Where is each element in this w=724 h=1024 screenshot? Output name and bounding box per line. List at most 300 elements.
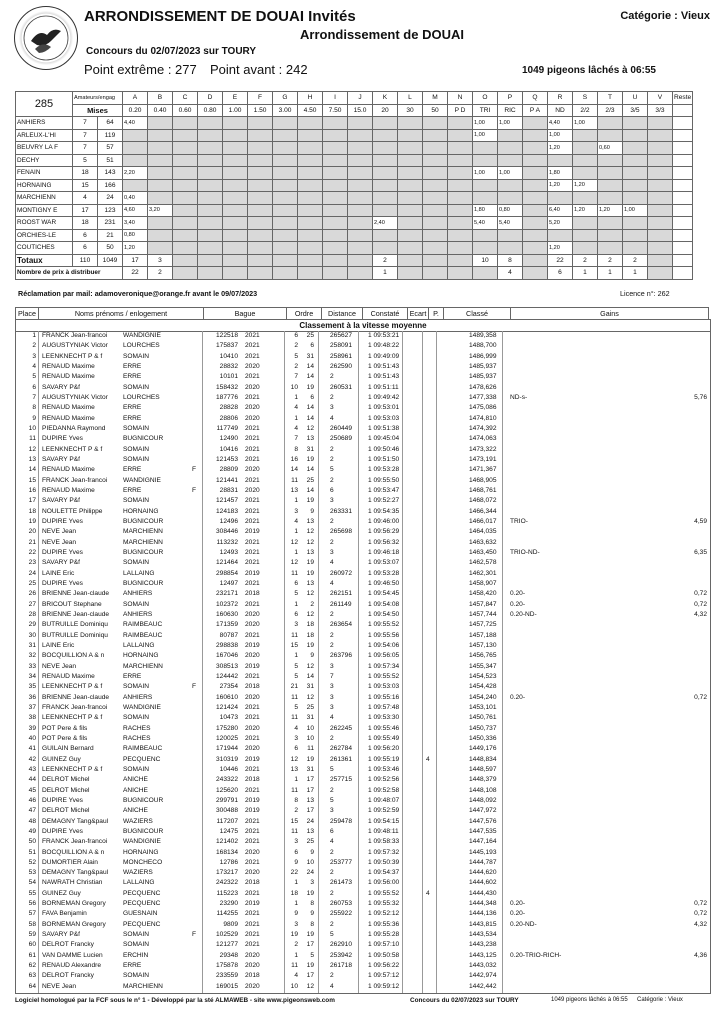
arrival-time: 1 09:54:37	[368, 869, 400, 877]
speed: 1466,344	[469, 507, 497, 515]
order: 1	[294, 600, 298, 608]
result-row	[16, 900, 710, 909]
place: 14	[28, 466, 36, 474]
order: 11	[291, 693, 298, 701]
stake-cell: 3,20	[148, 204, 173, 217]
order: 4	[294, 724, 298, 732]
place: 21	[28, 538, 36, 546]
prizes-cell: 6	[548, 267, 573, 280]
distance: 3	[330, 404, 334, 412]
stake-cell: 1,20	[548, 242, 573, 255]
speed: 1450,737	[469, 724, 497, 732]
stake-cell	[398, 154, 423, 167]
town: SOMAIN	[123, 941, 150, 949]
town: ERRE	[123, 414, 142, 422]
licence-number: Licence n°: 262	[620, 289, 670, 298]
ring-number: 308446	[215, 528, 238, 536]
stake-cell	[523, 142, 548, 155]
ring-number: 187776	[215, 393, 238, 401]
footer-contest: Concours du 02/07/2023 sur TOURY	[410, 997, 519, 1004]
member-name: DELROT Michel	[42, 807, 90, 815]
prize-code: 0.20-ND-	[510, 610, 537, 618]
place: 35	[28, 683, 36, 691]
stake-cell: 1,20	[598, 204, 623, 217]
stake-cell	[423, 142, 448, 155]
member-name: BOCQUILLION A & n	[42, 848, 105, 856]
result-row	[16, 549, 710, 558]
entries: 25	[306, 476, 314, 484]
speed: 1447,535	[469, 827, 497, 835]
letter-P: P	[498, 92, 523, 105]
letter-E: E	[223, 92, 248, 105]
arrival-time: 1 09:55:28	[368, 931, 400, 939]
stake-cell	[473, 154, 498, 167]
stake-cell	[398, 217, 423, 230]
stake-cell: 4,40	[123, 117, 148, 130]
order: 18	[290, 889, 298, 897]
arrival-time: 1 09:56:00	[368, 879, 400, 887]
entries: 13	[306, 435, 314, 443]
entries: 18	[306, 631, 314, 639]
town: RAIMBEAUC	[123, 745, 163, 753]
arrival-time: 1 09:53:28	[368, 569, 400, 577]
member-name: DUPIRE Yves	[42, 517, 83, 525]
ring-year: 2021	[245, 517, 260, 525]
club-name: COUTICHES	[16, 242, 73, 255]
stake-cell	[523, 167, 548, 180]
club-row	[16, 204, 693, 217]
club-name: MARCHIENN	[16, 192, 73, 205]
club-amateurs: 7	[73, 142, 98, 155]
club-name: ANHIERS	[16, 117, 73, 130]
ring-year: 2021	[245, 672, 260, 680]
speed: 1448,597	[469, 765, 497, 773]
distance: 4	[330, 579, 334, 587]
stake-cell: 4,60	[123, 204, 148, 217]
letter-B: B	[148, 92, 173, 105]
prizes-label: Nombre de prix à distribuer	[16, 267, 123, 280]
stake-cell	[423, 192, 448, 205]
order: 13	[290, 486, 298, 494]
stake-cell	[573, 129, 598, 142]
speed: 1475,086	[469, 404, 497, 412]
ring-number: 298854	[215, 569, 238, 577]
stake-cell: 0,80	[123, 229, 148, 242]
totals-cell	[223, 254, 248, 267]
stake-cell	[173, 179, 198, 192]
distance: 260449	[330, 424, 353, 432]
ring-number: 12490	[219, 435, 238, 443]
entries: 12	[306, 538, 314, 546]
town: MARCHIENN	[123, 528, 163, 536]
member-name: POT Pere & fils	[42, 734, 88, 742]
arrival-time: 1 09:54:15	[368, 817, 400, 825]
gain: 5,76	[694, 393, 707, 401]
ring-year: 2021	[245, 765, 260, 773]
stake-cell	[273, 142, 298, 155]
letter-M: M	[423, 92, 448, 105]
member-name: DUPIRE Yves	[42, 579, 83, 587]
ring-year: 2018	[245, 972, 260, 980]
stake-cell	[123, 179, 148, 192]
place: 51	[28, 848, 36, 856]
order: 7	[294, 373, 298, 381]
point-extreme: Point extrême : 277	[84, 62, 197, 77]
ring-number: 28828	[219, 404, 238, 412]
results-body	[15, 331, 711, 994]
stake-cell	[498, 129, 523, 142]
place: 12	[28, 445, 36, 453]
stake-cell	[648, 217, 673, 230]
stake-cell	[473, 142, 498, 155]
stake-cell	[248, 229, 273, 242]
place: 15	[28, 476, 36, 484]
prize-code: TRIO-ND-	[510, 548, 540, 556]
arrival-time: 1 09:49:42	[368, 393, 400, 401]
letter-A: A	[123, 92, 148, 105]
ring-number: 308513	[215, 662, 238, 670]
member-name: BRIENNE Jean-claude	[42, 693, 110, 701]
club-name: ORCHIES-LE	[16, 229, 73, 242]
club-row	[16, 117, 693, 130]
ring-number: 10101	[219, 373, 238, 381]
entries: 25	[306, 703, 314, 711]
reclamation-note: Réclamation par mail: adamoveronique@orange.fr avant le 09/07/2023	[18, 289, 258, 298]
letter-I: I	[323, 92, 348, 105]
speed: 1462,578	[469, 559, 497, 567]
speed: 1486,999	[469, 352, 497, 360]
distance: 5	[330, 765, 334, 773]
arrival-time: 1 09:55:49	[368, 734, 400, 742]
totals-cell: 22	[548, 254, 573, 267]
entries: 19	[306, 497, 314, 505]
stake-cell	[498, 142, 523, 155]
entries: 12	[306, 693, 314, 701]
reste-cell	[673, 267, 693, 280]
member-name: AUGUSTYNIAK Victor	[42, 393, 108, 401]
entries: 12	[306, 424, 314, 432]
letter-K: K	[373, 92, 398, 105]
stake-cell	[573, 229, 598, 242]
ring-year: 2018	[245, 776, 260, 784]
arrival-time: 1 09:46:00	[368, 517, 400, 525]
member-name: DELROT Michel	[42, 776, 90, 784]
stake-cell	[548, 154, 573, 167]
letter-S: S	[573, 92, 598, 105]
arrival-time: 1 09:55:16	[368, 693, 400, 701]
place: 38	[28, 714, 36, 722]
member-name: FRANCK Jean-francoi	[42, 332, 108, 339]
stake-cell: 1,20	[548, 179, 573, 192]
town: PECQUENC	[123, 920, 161, 928]
totals-cell: 17	[123, 254, 148, 267]
ring-year: 2020	[245, 869, 260, 877]
arrival-time: 1 09:56:20	[368, 745, 400, 753]
member-name: RENAUD Maxime	[42, 486, 95, 494]
ring-year: 2019	[245, 900, 260, 908]
prize-code: 0.20-	[510, 590, 526, 598]
place: 40	[28, 734, 36, 742]
distance: 262590	[330, 362, 353, 370]
distance: 261718	[330, 962, 353, 970]
letter-L: L	[398, 92, 423, 105]
ring-number: 121402	[215, 838, 238, 846]
club-amateurs: 6	[73, 242, 98, 255]
distance: 263331	[330, 507, 353, 515]
member-name: BORNEMAN Gregory	[42, 920, 106, 928]
totals-cell	[423, 254, 448, 267]
amateurs-header: Amateurs/engag	[73, 92, 123, 105]
town: WAZIERS	[123, 869, 153, 877]
stake-cell	[373, 229, 398, 242]
result-row	[16, 332, 710, 341]
result-row	[16, 373, 710, 382]
stake-cell	[323, 204, 348, 217]
order: 14	[290, 466, 298, 474]
reste-cell	[673, 217, 693, 230]
order: 3	[294, 734, 298, 742]
stake-cell	[498, 154, 523, 167]
place: 30	[28, 631, 36, 639]
entries: 31	[306, 683, 314, 691]
distance: 253942	[330, 951, 353, 959]
entries: 13	[306, 827, 314, 835]
stake-cell	[448, 167, 473, 180]
distance: 2	[330, 972, 334, 980]
stake-cell	[398, 242, 423, 255]
stake-cell	[173, 154, 198, 167]
club-engaged: 24	[98, 192, 123, 205]
result-row	[16, 642, 710, 651]
stake-cell	[223, 117, 248, 130]
stake-cell: 1,00	[498, 167, 523, 180]
arrival-time: 1 09:54:06	[368, 641, 400, 649]
category-label: Catégorie : Vieux	[620, 10, 710, 22]
place: 45	[28, 786, 36, 794]
speed: 1468,072	[469, 497, 497, 505]
member-name: LEENKNECHT P & f	[42, 683, 103, 691]
distance: 253777	[330, 858, 353, 866]
distance: 3	[330, 548, 334, 556]
stake-cell	[423, 154, 448, 167]
order: 11	[291, 962, 298, 970]
ring-year: 2021	[245, 548, 260, 556]
letter-R: R	[548, 92, 573, 105]
totals-engaged: 1049	[98, 254, 123, 267]
place: 19	[28, 517, 36, 525]
footer-released: 1049 pigeons lâchés à 06:55	[551, 997, 628, 1003]
distance: 260531	[330, 383, 353, 391]
result-row	[16, 921, 710, 930]
distance: 3	[330, 703, 334, 711]
totals-cell	[273, 254, 298, 267]
stake-cell	[273, 154, 298, 167]
member-name: SAVARY P&f	[42, 497, 80, 505]
town: ERRE	[123, 486, 142, 494]
town: HORNAING	[123, 507, 159, 515]
result-row	[16, 931, 710, 940]
stake-cell	[298, 217, 323, 230]
prize-code: 0.20-ND-	[510, 920, 537, 928]
order: 1	[294, 951, 298, 959]
ring-year: 2021	[245, 435, 260, 443]
order: 11	[291, 714, 298, 722]
arrival-time: 1 09:48:22	[368, 342, 400, 350]
stakes-summary-table	[15, 91, 693, 280]
order: 11	[291, 631, 298, 639]
arrival-time: 1 09:55:36	[368, 920, 400, 928]
speed: 1462,301	[469, 569, 497, 577]
result-row	[16, 756, 710, 765]
prize-code: 0.20-	[510, 693, 526, 701]
stake-cell	[648, 167, 673, 180]
place: 29	[28, 621, 36, 629]
club-row	[16, 217, 693, 230]
speed: 1444,787	[469, 858, 497, 866]
stake-cell	[323, 142, 348, 155]
ring-year: 2021	[245, 476, 260, 484]
order: 19	[290, 931, 298, 939]
stake-cell	[448, 179, 473, 192]
distance: 2	[330, 920, 334, 928]
stake-cell	[473, 242, 498, 255]
prizes-cell	[248, 267, 273, 280]
stake-cell	[173, 204, 198, 217]
ring-year: 2020	[245, 404, 260, 412]
ring-year: 2020	[245, 951, 260, 959]
member-name: BUTRUILLE Dominiqu	[42, 621, 108, 629]
stake-cell	[598, 154, 623, 167]
arrival-time: 1 09:53:30	[368, 714, 400, 722]
entries: 24	[306, 817, 314, 825]
member-name: DUMORTIER Alain	[42, 858, 98, 866]
arrival-time: 1 09:53:01	[368, 404, 400, 412]
stake-cell: 1,00	[573, 117, 598, 130]
ring-year: 2018	[245, 590, 260, 598]
result-row	[16, 694, 710, 703]
stake-cell	[448, 129, 473, 142]
prizes-cell	[448, 267, 473, 280]
result-row	[16, 632, 710, 641]
club-engaged: 166	[98, 179, 123, 192]
prizes-cell	[273, 267, 298, 280]
ring-year: 2020	[245, 486, 260, 494]
order: 9	[294, 858, 298, 866]
member-name: FAVA Benjamin	[42, 910, 87, 918]
place: 5	[32, 373, 36, 381]
ring-number: 160610	[215, 693, 238, 701]
ring-year: 2020	[245, 962, 260, 970]
stake-cell: 0,40	[123, 192, 148, 205]
club-name: DECHY	[16, 154, 73, 167]
club-amateurs: 4	[73, 192, 98, 205]
arrival-time: 1 09:55:52	[368, 621, 400, 629]
ring-number: 9809	[223, 920, 238, 928]
result-row	[16, 787, 710, 796]
stake-cell: 1,00	[473, 129, 498, 142]
entries: 9	[310, 652, 314, 660]
member-name: NAWRATH Christian	[42, 879, 103, 887]
totals-cell: 2	[623, 254, 648, 267]
place: 23	[28, 559, 36, 567]
ring-year: 2021	[245, 559, 260, 567]
arrival-time: 1 09:56:05	[368, 652, 400, 660]
stake-0: 0.20	[123, 104, 148, 117]
town: LOURCHES	[123, 393, 160, 401]
place: 60	[28, 941, 36, 949]
stake-cell	[298, 117, 323, 130]
place: 47	[28, 807, 36, 815]
stake-cell	[598, 167, 623, 180]
letter-J: J	[348, 92, 373, 105]
totals-cell: 10	[473, 254, 498, 267]
stake-cell	[523, 117, 548, 130]
entries: 14	[306, 486, 314, 494]
town: WANDIGNIE	[123, 476, 161, 484]
member-name: DUPIRE Yves	[42, 435, 83, 443]
ring-number: 120025	[215, 734, 238, 742]
place: 53	[28, 869, 36, 877]
result-row	[16, 487, 710, 496]
ring-year: 2018	[245, 683, 260, 691]
stake-cell	[623, 229, 648, 242]
stake-cell	[198, 179, 223, 192]
entries: 19	[306, 641, 314, 649]
col-gains: Gains	[511, 308, 709, 320]
member-name: DUPIRE Yves	[42, 548, 83, 556]
place: 25	[28, 579, 36, 587]
result-row	[16, 735, 710, 744]
col-p: P.	[429, 308, 444, 320]
order: 1	[294, 393, 298, 401]
arrival-time: 1 09:52:58	[368, 786, 400, 794]
stake-cell	[423, 167, 448, 180]
arrival-time: 1 09:46:18	[368, 548, 400, 556]
place: 59	[28, 931, 36, 939]
result-row	[16, 497, 710, 506]
club-engaged: 123	[98, 204, 123, 217]
place: 63	[28, 972, 36, 980]
club-engaged: 64	[98, 117, 123, 130]
order: 1	[294, 497, 298, 505]
reste-cell	[673, 179, 693, 192]
town: LOURCHES	[123, 342, 160, 350]
stake-cell	[323, 192, 348, 205]
stake-cell: 1,00	[498, 117, 523, 130]
speed: 1478,626	[469, 383, 497, 391]
stake-cell	[198, 192, 223, 205]
entries: 31	[306, 765, 314, 773]
stake-cell	[298, 142, 323, 155]
ring-number: 28809	[219, 466, 238, 474]
result-row	[16, 508, 710, 517]
result-row	[16, 890, 710, 899]
stake-cell	[273, 179, 298, 192]
stake-cell	[348, 179, 373, 192]
stake-cell	[223, 192, 248, 205]
result-row	[16, 807, 710, 816]
footer-category: Catégorie : Vieux	[637, 997, 683, 1003]
result-row	[16, 621, 710, 630]
town: SOMAIN	[123, 455, 150, 463]
member-name: POT Pere & fils	[42, 724, 88, 732]
ring-number: 242322	[215, 879, 238, 887]
place: 18	[28, 507, 36, 515]
stake-cell	[298, 154, 323, 167]
stake-cell: 3,40	[123, 217, 148, 230]
place: 37	[28, 703, 36, 711]
prizes-cell	[523, 267, 548, 280]
